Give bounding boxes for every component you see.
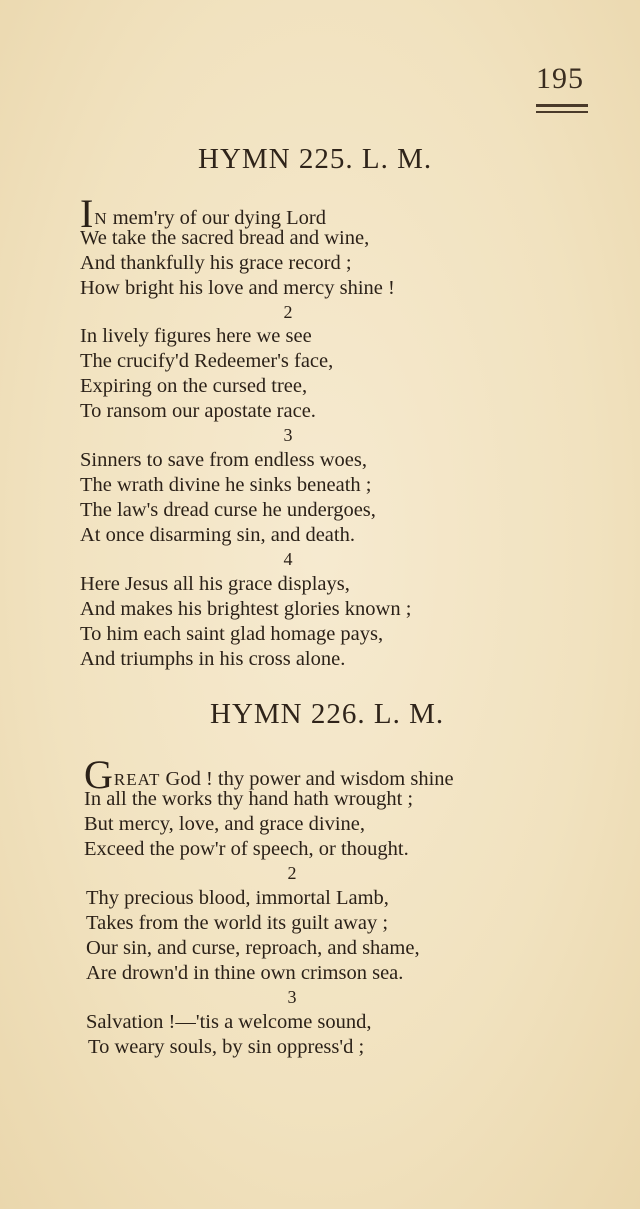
hymn-title: HYMN 225. L. M. (198, 143, 433, 175)
verse-line: But mercy, love, and grace divine, (84, 813, 366, 835)
drop-cap: G (84, 752, 113, 797)
drop-cap: I (80, 191, 94, 236)
stanza-number: 3 (287, 987, 297, 1007)
stanza-number: 2 (283, 302, 293, 322)
verse-line: Our sin, and curse, reproach, and shame, (86, 937, 420, 959)
verse-line: Salvation !—'tis a welcome sound, (86, 1011, 372, 1033)
verse-line: Sinners to save from endless woes, (80, 449, 367, 471)
page-number: 195 (536, 62, 584, 95)
verse-line: Here Jesus all his grace displays, (80, 573, 350, 595)
stanza-number: 4 (283, 549, 293, 569)
page-number-rule (536, 111, 588, 113)
stanza-number: 2 (287, 863, 297, 883)
hymn-title: HYMN 226. L. M. (210, 698, 445, 730)
verse-line: The crucify'd Redeemer's face, (80, 350, 334, 372)
verse-line: Expiring on the cursed tree, (80, 375, 308, 397)
verse-line: The wrath divine he sinks beneath ; (80, 474, 372, 496)
verse-line: The law's dread curse he undergoes, (80, 499, 376, 521)
verse-line: Thy precious blood, immortal Lamb, (86, 887, 389, 909)
stanza-number: 3 (283, 425, 293, 445)
page-number-rule (536, 104, 588, 107)
verse-line: IN mem'ry of our dying Lord (80, 191, 326, 236)
verse-line: And triumphs in his cross alone. (80, 648, 346, 670)
verse-line: And makes his brightest glories known ; (80, 598, 412, 620)
verse-line: At once disarming sin, and death. (80, 524, 355, 546)
verse-line: In all the works thy hand hath wrought ; (84, 788, 414, 810)
verse-line: To weary souls, by sin oppress'd ; (88, 1036, 365, 1058)
verse-line: In lively figures here we see (80, 325, 312, 347)
verse-line: To him each saint glad homage pays, (80, 623, 384, 645)
verse-line: GREAT God ! thy power and wisdom shine (84, 752, 454, 797)
verse-line: We take the sacred bread and wine, (80, 227, 370, 249)
verse-line: Exceed the pow'r of speech, or thought. (84, 838, 409, 860)
verse-line: And thankfully his grace record ; (80, 252, 352, 274)
verse-line: Takes from the world its guilt away ; (86, 912, 389, 934)
verse-line: To ransom our apostate race. (80, 400, 316, 422)
verse-line: Are drown'd in thine own crimson sea. (86, 962, 404, 984)
verse-line: How bright his love and mercy shine ! (80, 277, 395, 299)
